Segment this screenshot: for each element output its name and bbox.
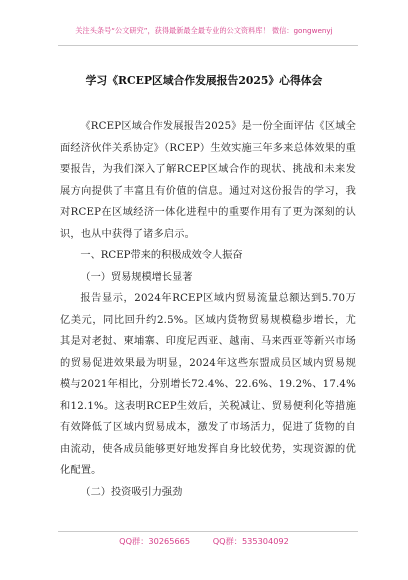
subsection-paragraph-1: 报告显示，2024年RCEP区域内贸易流量总额达到5.70万亿美元，同比回升约2.5%。区域内货物贸易规模稳步增长，尤其是对老挝、柬埔寨、印度尼西亚、越南、马来西亚等新兴市场的贸易促进效果最为明显，2024年这些东盟成员区域内贸易规模与2021年相比，分别增长72.4%、22.6%、19.2%、17.4%和12.1%。这表明RCEP生效后，关税减让、贸易便利化等措施有效降低了区域内贸易成本，激发了市场活力，促进了货物的自由流动，使各成员能够更好地发挥自身比较优势，实现资源的优化配置。 [60, 293, 356, 476]
header-banner: 关注头条号“公文研究”，获得最新最全最专业的公文资料库！ 微信：gongwenyj [75, 26, 333, 35]
document-title: 学习《RCEP区域合作发展报告2025》心得体会 [85, 74, 323, 88]
footer-qq-group-1: QQ群：30265665 [119, 536, 191, 546]
footer-divider [58, 531, 358, 532]
footer-contact [0, 536, 408, 547]
section-heading-1: 一、RCEP带来的积极成效令人振奋 [80, 250, 243, 261]
document-body [60, 116, 356, 503]
intro-paragraph: 《RCEP区域合作发展报告2025》是一份全面评估《区域全面经济伙伴关系协定》（RCEP）生效实施三年多来总体效果的重要报告，为我们深入了解RCEP区域合作的现状、挑战和未来发展方向提供了丰富且有价值的信息。通过对这份报告的学习，我对RCEP在区域经济一体化进程中的重要作用有了更为深刻的认识，也从中获得了诸多启示。 [60, 121, 356, 240]
header-divider [58, 45, 358, 46]
subsection-heading-1: （一）贸易规模增长显著 [80, 271, 193, 283]
subsection-heading-2: （二）投资吸引力强劲 [80, 486, 183, 498]
footer-qq-group-2: QQ群：535304092 [212, 536, 289, 546]
